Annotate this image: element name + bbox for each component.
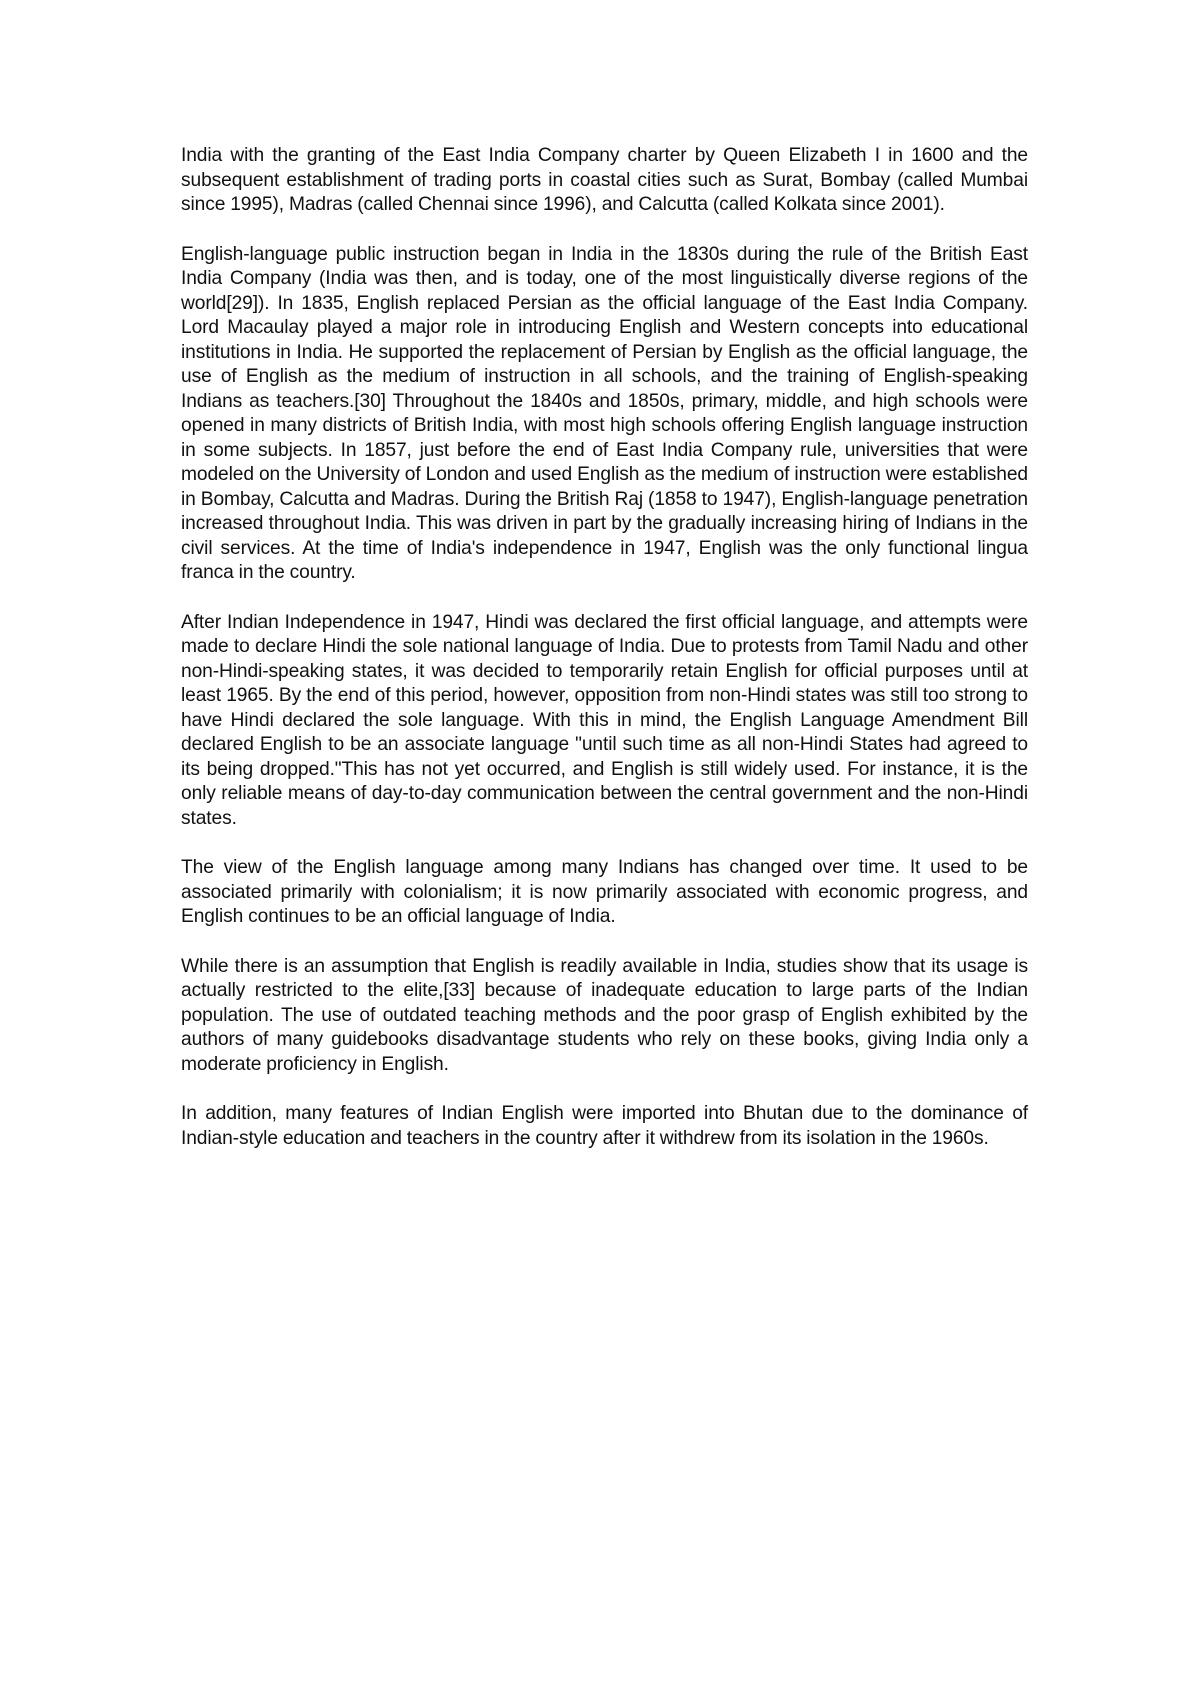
paragraph-east-india-company: India with the granting of the East India Company charter by Queen Elizabeth I in 1600 and the subsequent establishment of trading ports in coastal cities such as Surat, Bombay (called Mumbai since 1995), Madras (called Chennai since 1996), and Calcutta (called Kolkata since 2001).: [181, 145, 1028, 215]
paragraph-bhutan: In addition, many features of Indian English were imported into Bhutan due to the dominance of Indian-style education and teachers in the country after it withdrew from its isolation in the 1960s.: [181, 1103, 1028, 1149]
paragraph-english-instruction-history: English-language public instruction began in India in the 1830s during the rule of the British East India Company (India was then, and is today, one of the most linguistically diverse regions of the world[29]). In 1835, English replaced Persian as the official language of the East India Company. Lord Macaulay played a major role in introducing English and Western concepts into educational institutions in India. He supported the replacement of Persian by English as the official language, the use of English as the medium of instruction in all schools, and the training of English-speaking Indians as teachers.[30] Throughout the 1840s and 1850s, primary, middle, and high schools were opened in many districts of British India, with most high schools offering English language instruction in some subjects. In 1857, just before the end of East India Company rule, universities that were modeled on the University of London and used English as the medium of instruction were established in Bombay, Calcutta and Madras. During the British Raj (1858 to 1947), English-language penetration increased throughout India. This was driven in part by the gradually increasing hiring of Indians in the civil services. At the time of India's independence in 1947, English was the only functional lingua franca in the country.: [181, 243, 1028, 583]
document-body: [181, 144, 1028, 1176]
paragraph-changing-views: The view of the English language among many Indians has changed over time. It used to be associated primarily with colonialism; it is now primarily associated with economic progress, and English continues to be an official language of India.: [181, 857, 1028, 927]
paragraph-usage-restricted: While there is an assumption that English is readily available in India, studies show that its usage is actually restricted to the elite,[33] because of inadequate education to large parts of the Indian population. The use of outdated teaching methods and the poor grasp of English exhibited by the authors of many guidebooks disadvantage students who rely on these books, giving India only a moderate proficiency in English.: [181, 955, 1028, 1075]
paragraph-post-independence: After Indian Independence in 1947, Hindi was declared the first official language, and attempts were made to declare Hindi the sole national language of India. Due to protests from Tamil Nadu and other non-Hindi-speaking states, it was decided to temporarily retain English for official purposes until at least 1965. By the end of this period, however, opposition from non-Hindi states was still too strong to have Hindi declared the sole language. With this in mind, the English Language Amendment Bill declared English to be an associate language "until such time as all non-Hindi States had agreed to its being dropped."This has not yet occurred, and English is still widely used. For instance, it is the only reliable means of day-to-day communication between the central government and the non-Hindi states.: [181, 611, 1028, 829]
